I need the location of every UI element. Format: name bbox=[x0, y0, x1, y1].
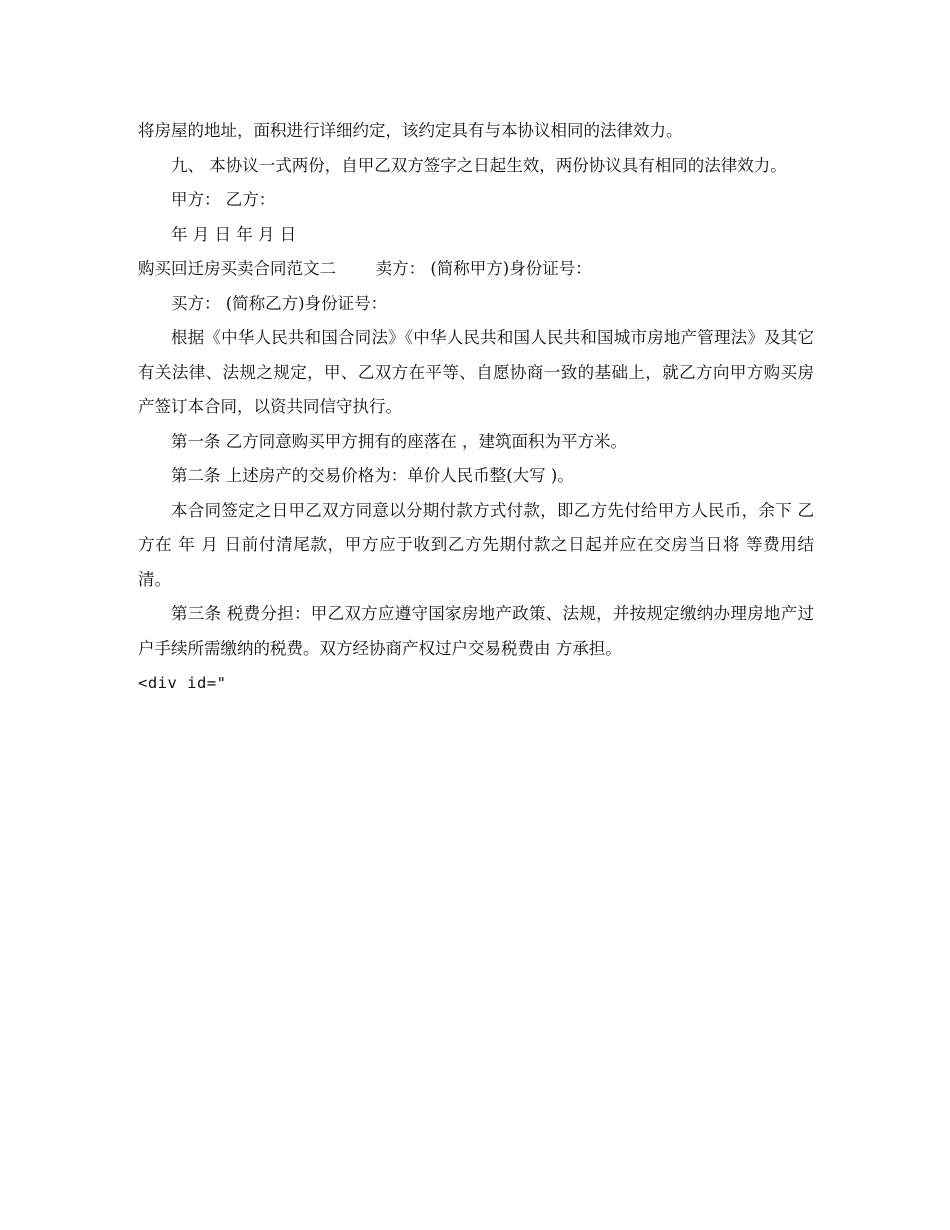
paragraph-address-clause: 将房屋的地址，面积进行详细约定，该约定具有与本协议相同的法律效力。 bbox=[138, 121, 683, 140]
document-body bbox=[138, 114, 814, 701]
paragraph-clause-nine: 九、 本协议一式两份，自甲乙双方签字之日起生效，两份协议具有相同的法律效力。 bbox=[171, 155, 787, 175]
article-two: 第二条 上述房产的交易价格为：单价人民币整(大写 )。 bbox=[171, 466, 574, 485]
seller-line: 卖方： (简称甲方)身份证号： bbox=[375, 259, 592, 278]
contract-title: 购买回迁房买卖合同范文二 bbox=[138, 259, 336, 278]
signature-parties: 甲方： 乙方： bbox=[171, 190, 276, 209]
article-one: 第一条 乙方同意购买甲方拥有的座落在 ，建筑面积为平方米。 bbox=[171, 431, 627, 451]
code-fragment: <div id=" bbox=[138, 674, 227, 692]
signature-dates: 年 月 日 年 月 日 bbox=[171, 224, 297, 244]
contract-title-line bbox=[138, 252, 814, 287]
paragraph-installment-payment: 本合同签定之日甲乙双方同意以分期付款方式付款，即乙方先付给甲方人民币，余下 乙方在 年 月 日前付清尾款，甲方应于收到乙方先期付款之日起并应在交房当日将 等费用结清。 bbox=[138, 500, 814, 589]
buyer-line: 买方： (简称乙方)身份证号： bbox=[171, 293, 388, 313]
paragraph-legal-basis: 根据《中华人民共和国合同法》《中华人民共和国人民共和国城市房地产管理法》及其它有关法律、法规之规定，甲、乙双方在平等、自愿协商一致的基础上，就乙方向甲方购买房产签订本合同，以资共同信守执行。 bbox=[138, 328, 814, 416]
article-three: 第三条 税费分担：甲乙双方应遵守国家房地产政策、法规，并按规定缴纳办理房地产过户手续所需缴纳的税费。双方经协商产权过户交易税费由 方承担。 bbox=[138, 604, 814, 658]
